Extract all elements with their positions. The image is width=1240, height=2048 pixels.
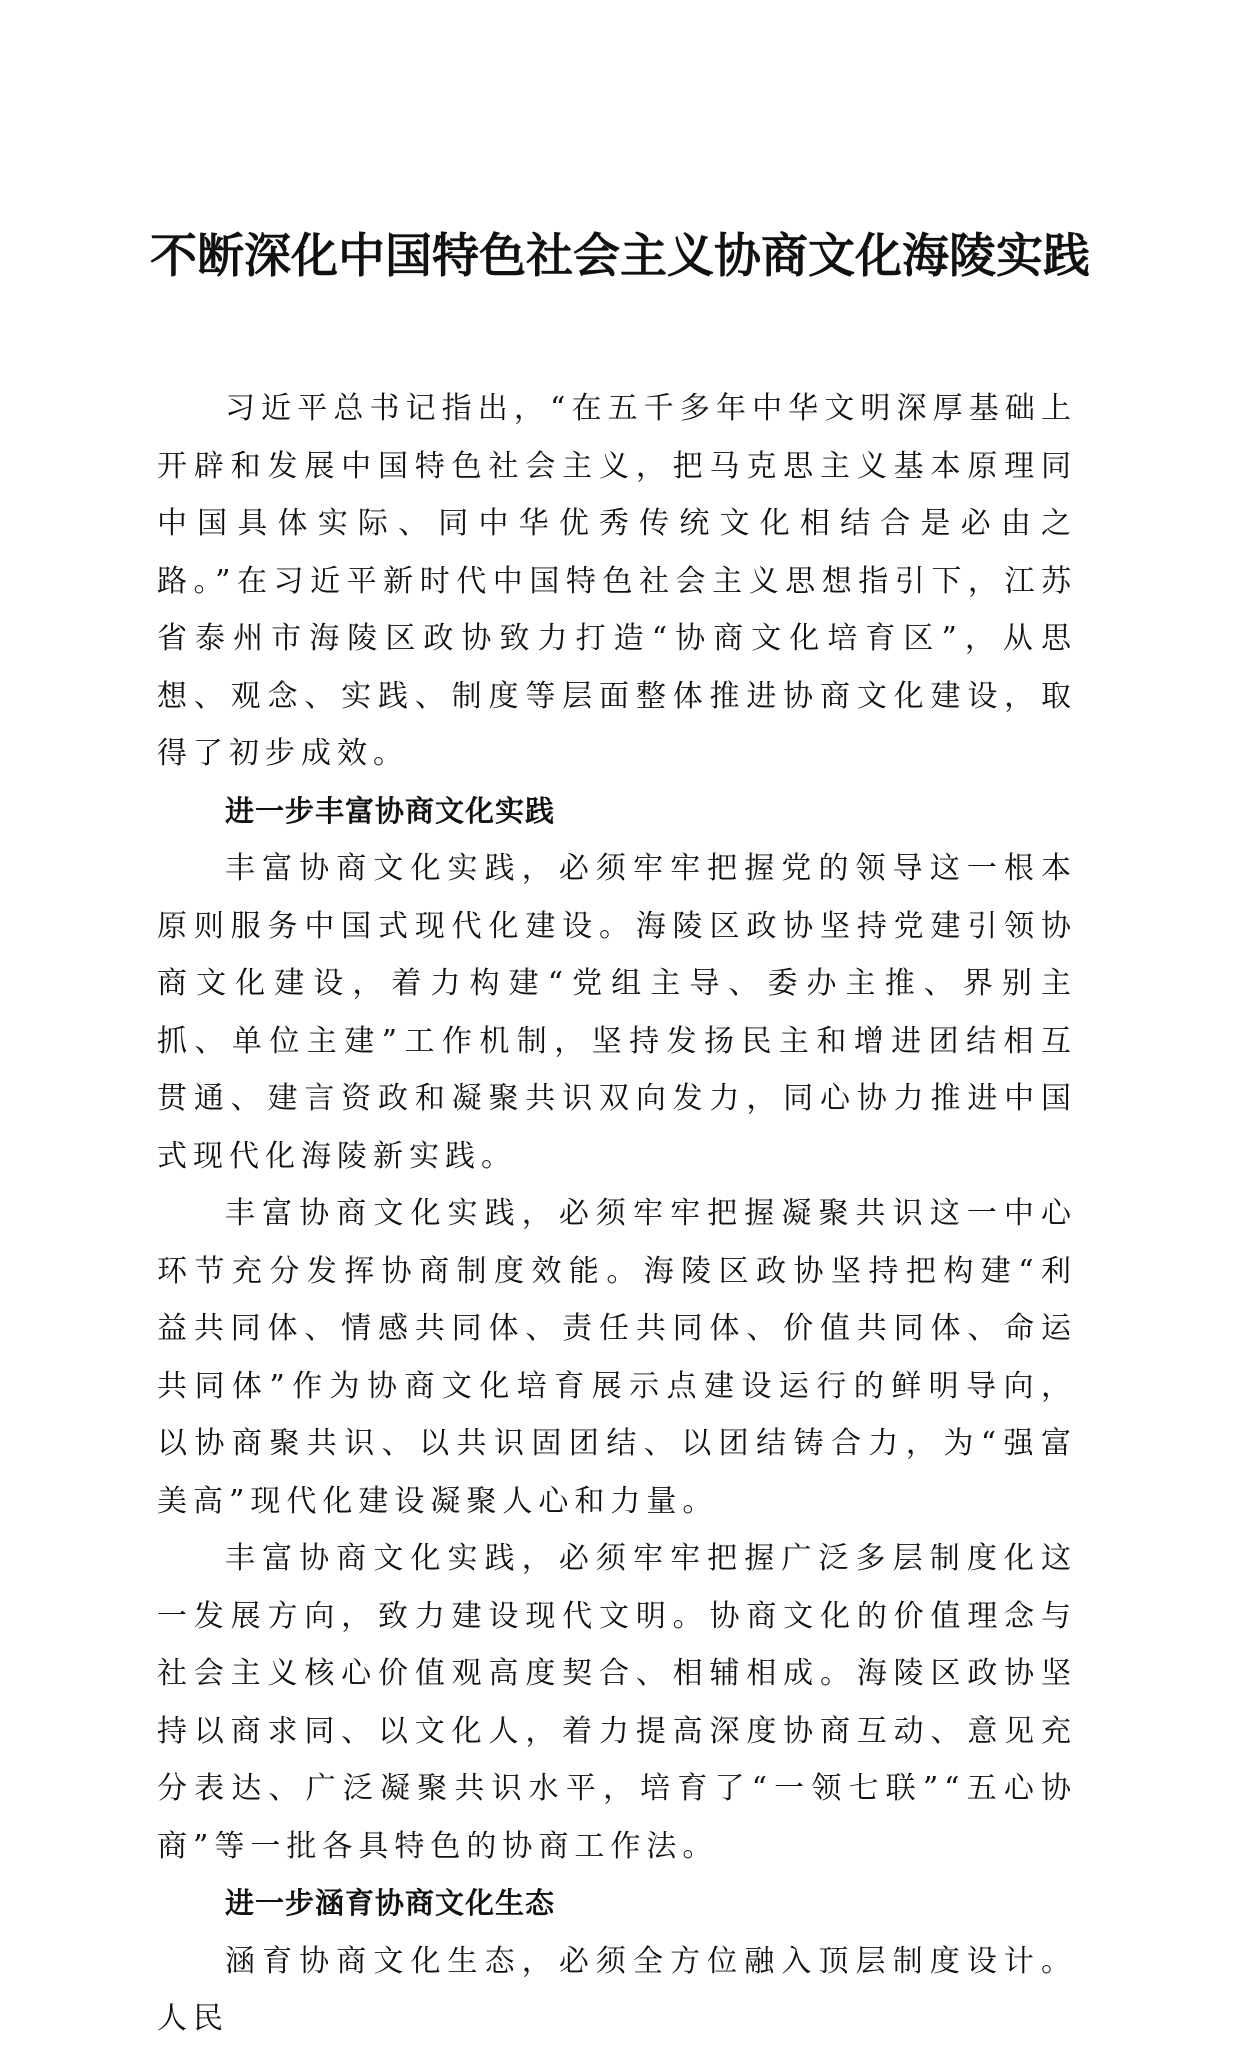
document-title: 不断深化中国特色社会主义协商文化海陵实践	[150, 229, 1090, 284]
section-heading-enrich-practice: 进一步丰富协商文化实践	[225, 793, 556, 828]
document-body	[157, 380, 1077, 2048]
paragraph-institutionalization: 丰富协商文化实践，必须牢牢把握广泛多层制度化这一发展方向，致力建设现代文明。协商文化的价值理念与社会主义核心价值观高度契合、相辅相成。海陵区政协坚持以商求同、以文化人，着力提高深度协商互动、意见充分表达、广泛凝聚共识水平，培育了“一领七联”“五心协商”等一批各具特色的协商工作法。	[157, 1541, 1077, 1864]
paragraph-consensus: 丰富协商文化实践，必须牢牢把握凝聚共识这一中心环节充分发挥协商制度效能。海陵区政协坚持把构建“利益共同体、情感共同体、责任共同体、价值共同体、命运共同体”作为协商文化培育展示点建设运行的鲜明导向，以协商聚共识、以共识固团结、以团结铸合力，为“强富美高”现代化建设凝聚人心和力量。	[157, 1196, 1077, 1519]
paragraph-top-level-design: 涵育协商文化生态，必须全方位融入顶层制度设计。人民	[157, 1943, 1077, 2036]
paragraph-intro: 习近平总书记指出，“在五千多年中华文明深厚基础上开辟和发展中国特色社会主义，把马克思主义基本原理同中国具体实际、同中华优秀传统文化相结合是必由之路。”在习近平新时代中国特色社会主义思想指引下，江苏省泰州市海陵区政协致力打造“协商文化培育区”，从思想、观念、实践、制度等层面整体推进协商文化建设，取得了初步成效。	[157, 391, 1077, 771]
paragraph-party-leadership: 丰富协商文化实践，必须牢牢把握党的领导这一根本原则服务中国式现代化建设。海陵区政协坚持党建引领协商文化建设，着力构建“党组主导、委办主推、界别主抓、单位主建”工作机制，坚持发扬民主和增进团结相互贯通、建言资政和凝聚共识双向发力，同心协力推进中国式现代化海陵新实践。	[157, 851, 1077, 1174]
section-heading-cultivate-ecology: 进一步涵育协商文化生态	[225, 1886, 556, 1920]
